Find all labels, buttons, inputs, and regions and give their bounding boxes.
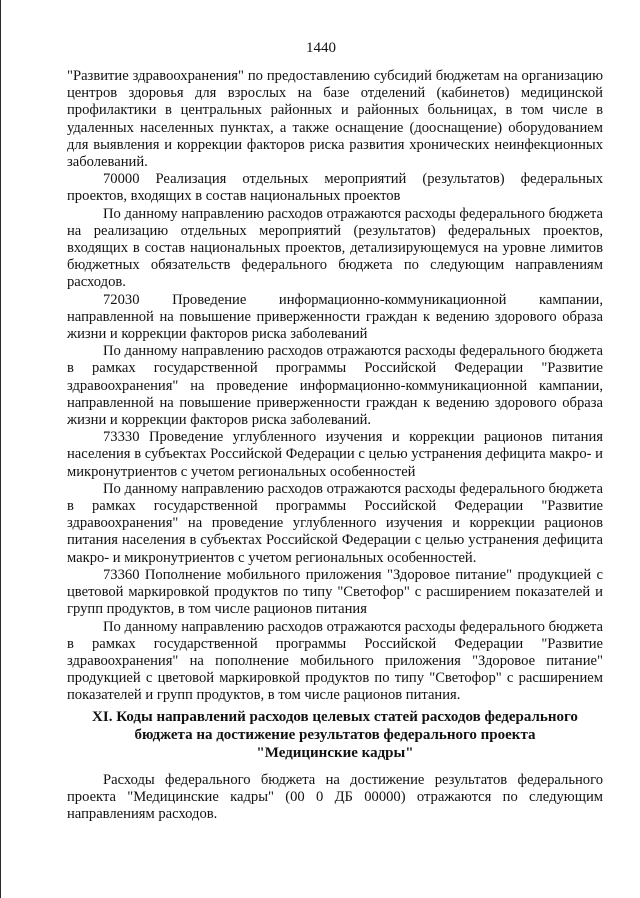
- paragraph: По данному направлению расходов отражаются расходы федерального бюджета в рамках государственной программы Российской Федерации "Развитие здравоохранения" на проведение углубленного изучения и коррекции рационов питания населения в субъектах Российской Федерации с целью устранения дефицита макро- и микронутриентов с учетом региональных особенностей.: [67, 480, 603, 566]
- section-heading-line: XI. Коды направлений расходов целевых статей расходов федерального: [92, 709, 578, 725]
- paragraph: По данному направлению расходов отражаются расходы федерального бюджета в рамках государственной программы Российской Федерации "Развитие здравоохранения" на пополнение мобильного приложения "Здоровое питание" продукцией с цветовой маркировкой продуктов по типу "Светофор" с расширением показателей и групп продуктов, в том числе рационов питания.: [67, 618, 603, 704]
- paragraph: "Развитие здравоохранения" по предоставлению субсидий бюджетам на организацию центров здоровья для взрослых на базе отделений (кабинетов) медицинской профилактики в центральных районных и районных больницах, в том числе в удаленных населенных пунктах, а также оснащение (дооснащение) оборудованием для выявления и коррекции факторов риска развития хронических неинфекционных заболеваний.: [67, 68, 603, 171]
- paragraph: 73330 Проведение углубленного изучения и коррекции рационов питания населения в субъектах Российской Федерации с целью устранения дефицита макро- и микронутриентов с учетом региональных особенностей: [67, 429, 603, 480]
- paragraph: По данному направлению расходов отражаются расходы федерального бюджета в рамках государственной программы Российской Федерации "Развитие здравоохранения" на проведение информационно-коммуникационной кампании, направленной на повышение приверженности граждан к ведению здорового образа жизни и коррекции факторов риска заболеваний.: [67, 343, 603, 429]
- page-number: 1440: [306, 40, 336, 56]
- paragraph: 73360 Пополнение мобильного приложения "Здоровое питание" продукцией с цветовой маркировкой продуктов по типу "Светофор" с расширением показателей и групп продуктов, в том числе рационов питания: [67, 566, 603, 618]
- paragraph: 70000 Реализация отдельных мероприятий (результатов) федеральных проектов, входящих в состав национальных проектов: [67, 171, 603, 205]
- paragraph: 72030 Проведение информационно-коммуникационной кампании, направленной на повышение приверженности граждан к ведению здорового образа жизни и коррекции факторов риска заболеваний: [67, 291, 603, 343]
- body-text: [67, 68, 603, 705]
- section-heading: [67, 708, 603, 762]
- paragraph: По данному направлению расходов отражаются расходы федерального бюджета на реализацию отдельных мероприятий (результатов) федеральных проектов, входящих в состав национальных проектов, детализирующемуся на уровне лимитов бюджетных обязательств федерального бюджета по следующим направлениям расходов.: [67, 205, 603, 291]
- paragraph: Расходы федерального бюджета на достижение результатов федерального проекта "Медицинские кадры" (00 0 ДБ 00000) отражаются по следующим направлениям расходов.: [67, 772, 603, 823]
- closing-text: [67, 772, 603, 824]
- section-heading-line: бюджета на достижение результатов федерального проекта: [134, 727, 536, 743]
- section-heading-line: "Медицинские кадры": [256, 745, 414, 761]
